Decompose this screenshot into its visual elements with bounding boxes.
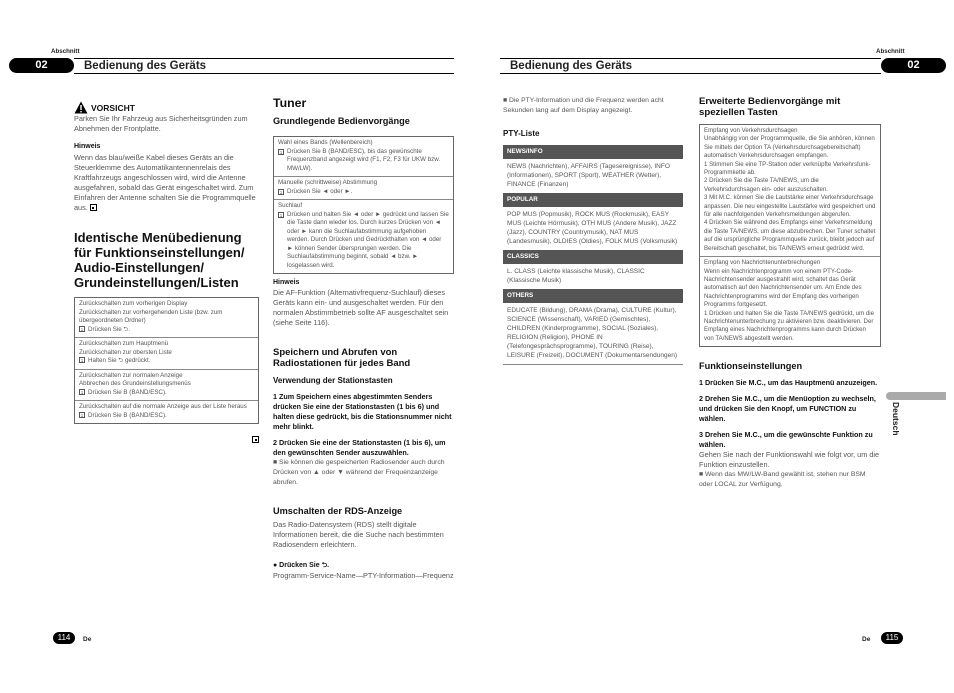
pty-note: ■ Die PTY-Information und die Frequenz werden acht Sekunden lang auf dem Display angezeigt. (503, 97, 664, 114)
identische-heading: Identische Menübedienung für Funktionseinstellungen/ Audio-Einstellungen/ Grundeinstellungen/Listen (74, 230, 245, 290)
row-step (79, 389, 254, 398)
row-step: 2 Drücken Sie die Taste TA/NEWS, um die Verkehrsdurchsagen ein- oder auszuschalten. (704, 177, 828, 193)
pty-group-header: CLASSICS (503, 250, 683, 264)
lang-label: De (862, 636, 871, 643)
section-label: Abschnitt (876, 48, 905, 55)
row-step: 4 Drücken Sie während des Empfangs einer Verkehrsmeldung die Taste TA/NEWS, um diese abzubrechen. Der Tuner schaltet auf die ursprüngliche Programmquelle zurück, bleibt jedoch auf Bereitschaft geschaltet, bis TA/NEWS erneut gedrückt wird. (704, 219, 876, 252)
column-3 (503, 96, 683, 365)
pty-group-header: OTHERS (503, 289, 683, 303)
row-step-text: Drücken Sie ◄ oder ►. (287, 187, 353, 195)
row-step-text: Drücken Sie ⮌. (88, 325, 131, 333)
row-step: 1 Stimmen Sie eine TP-Station oder verknüpfte Verkehrsfunk-Programmkette ab. (704, 160, 871, 177)
funktion-step-2: 2 Drehen Sie M.C., um die Menüoption zu wechseln, und drücken Sie den Knopf, um FUNCTION zu wählen. (699, 394, 876, 424)
row-step-text: Drücken und halten Sie ◄ oder ► gedrückt und lassen Sie die Taste dann wieder los. Durch kurzes Drücken von ◄ oder ► kann die Suchlaufabstimmung aufgehoben werden. Durch Drücken und Gedrückthalten von ◄ oder ► können Sender übersprungen werden. Die Suchlaufabstimmung beginnt, sobald ◄ bzw. ► losgelassen wird. (287, 210, 449, 269)
row-step-text: Drücken Sie B (BAND/ESC), bis das gewünschte Frequenzband angezeigt wird (F1, F2, F3 für UKW bzw. MW/LW). (287, 147, 441, 172)
section-number: 02 (35, 59, 48, 71)
column-4 (699, 96, 881, 490)
funktion-note: ■ Wenn das MW/LW-Band gewählt ist, stehen nur BSM oder LOCAL zur Verfügung. (699, 471, 866, 489)
page-header (74, 58, 454, 74)
step-1: 1 Zum Speichern eines abgestimmten Senders drücken Sie eine der Stationstasten (1 bis 6) und halten diese gedrückt, bis die Stationsnummer nicht mehr blinkt. (273, 392, 452, 431)
pty-table (503, 145, 683, 365)
table-row (274, 177, 453, 200)
pty-group-content: L. CLASS (Leichte klassische Musik), CLASSIC (Klassische Musik) (507, 268, 645, 284)
rds-heading: Umschalten der RDS-Anzeige (273, 506, 403, 516)
row-line: Unabhängig von der Programmquelle, die Sie anhören, können Sie mittels der Option TA (Verkehrsdurchsagebereitschaft) automatisch Verkehrsdurchsagen empfangen. (704, 135, 875, 160)
row-step-text: Drücken Sie B (BAND/ESC). (88, 411, 167, 419)
table-row (75, 370, 258, 402)
erweitert-table (699, 124, 881, 347)
table-row (274, 137, 453, 177)
step-num-icon: 1 (80, 358, 84, 363)
row-line: Zurückschalten zur normalen Anzeige (79, 371, 183, 379)
row-step (278, 148, 449, 174)
side-tab (881, 402, 911, 462)
pty-group-content: NEWS (Nachrichten), AFFAIRS (Tagesereignisse), INFO (Informationen), SPORT (Sport), WEATHER (Wetter), FINANCE (Finanzen) (507, 163, 670, 188)
row-step (79, 326, 254, 335)
rds-sequence: Programm-Service-Name—PTY-Information—Frequenz (273, 571, 454, 580)
hinweis-title: Hinweis (74, 143, 101, 150)
column-2 (273, 96, 454, 581)
section-number-badge (881, 58, 946, 73)
table-row (274, 200, 453, 273)
pty-group-content: POP MUS (Popmusik), ROCK MUS (Rockmusik), EASY MUS (Leichte Hörmusik), OTH MUS (Andere Musik), JAZZ (Jazz), COUNTRY (Countrymusik), NAT MUS (Landesmusik), OLDIES (Oldies), FOLK MUS (Volksmusik) (507, 211, 678, 245)
tuner-subheading: Grundlegende Bedienvorgänge (273, 116, 410, 126)
pty-heading: PTY-Liste (503, 129, 540, 138)
speichern-note: ■ Sie können die gespeicherten Radiosender auch durch Drücken von ▲ oder ▼ während der Frequenzanzeige abrufen. (273, 459, 445, 486)
side-tab-label: Deutsch (891, 402, 901, 436)
step-num-icon: 1 (80, 412, 84, 418)
row-title: Empfang von Nachrichtenunterbrechungen (704, 259, 821, 267)
row-title: Empfang von Verkehrsdurchsagen (704, 127, 798, 134)
section-label: Abschnitt (51, 48, 80, 55)
table-row (75, 338, 258, 370)
tuner-hinweis-title: Hinweis (273, 279, 300, 286)
warning-icon (74, 101, 88, 114)
row-line: Zurückschalten zur vorhergehenden Liste (bzw. zum übergeordneten Ordner) (79, 308, 223, 324)
page-header (500, 58, 881, 74)
funktion-step-3: 3 Drehen Sie M.C., um die gewünschte Funktion zu wählen. (699, 430, 873, 450)
page-number-left: 114 (53, 632, 75, 644)
table-row (75, 401, 258, 423)
row-step (278, 188, 449, 197)
step-num-icon: 1 (279, 149, 283, 155)
speichern-heading: Speichern und Abrufen von Radiostationen für jedes Band (273, 347, 411, 369)
pty-group-header: POPULAR (503, 193, 683, 207)
row-title: Wahl eines Bands (Wellenbereich) (278, 139, 373, 146)
page-number-right: 115 (881, 632, 903, 644)
pty-group-content: EDUCATE (Bildung), DRAMA (Drama), CULTURE (Kultur), SCIENCE (Wissenschaft), VARIED (Gemischtes), CHILDREN (Kinderprogramme), SOCIAL (Soziales), RELIGION (Religion), PHONE IN (Telefongesprächsprogramme), TOURING (Reise), LEISURE (Freizeit), DOCUMENT (Dokumentarsendungen) (503, 303, 683, 365)
table-row (75, 298, 258, 338)
hinweis-body: Wenn das blau/weiße Kabel dieses Geräts an die Steuerklemme des Automatikantennenrelais des Kraftfahrzeugs angeschlossen wird, wird die Antenne ausgefahren, sobald das Gerät eingeschaltet wird. Zum Einfahren der Antenne schalten Sie die Programmquelle aus. (74, 153, 256, 212)
header-title: Bedienung des Geräts (510, 60, 633, 72)
step-num-icon: 1 (279, 212, 283, 218)
funktion-heading: Funktionseinstellungen (699, 361, 803, 372)
pty-group-header: NEWS/INFO (503, 145, 683, 159)
row-line: Wenn ein Nachrichtenprogramm von einem PTY-Code-Nachrichtensender ausgestrahlt wird, schaltet das Gerät automatisch auf den Nachrichtensender um. Am Ende des Nachrichtenprogramms wird der Empfang des vorherigen Programms fortgesetzt. (704, 267, 862, 309)
row-line: Abbrechen des Grundeinstellungsmenüs (79, 380, 191, 387)
warning-heading (74, 101, 259, 114)
warning-text: Parken Sie Ihr Fahrzeug aus Sicherheitsgründen zum Abnehmen der Frontplatte. (74, 114, 248, 133)
row-step (79, 357, 254, 366)
side-tab-bar (886, 392, 946, 400)
row-title: Manuelle (schrittweise) Abstimmung (278, 179, 378, 186)
row-step: 1 Drücken und halten Sie die Taste TA/NEWS gedrückt, um die Nachrichtenunterbrechung zu aktivieren bzw. deaktivieren. Der Empfang eines Nachrichtenprogramms kann durch Drücken von TA/NEWS abgestellt werden. (704, 309, 875, 342)
row-line: Zurückschalten zum vorherigen Display (79, 300, 188, 307)
row-step (278, 211, 449, 271)
lang-label: De (83, 636, 92, 643)
identische-table (74, 297, 259, 424)
rds-text: Das Radio-Datensystem (RDS) stellt digitale Informationen bereit, die die Suche nach bestimmten Radiosendern erleichtern. (273, 520, 444, 549)
step-num-icon: 1 (80, 389, 84, 395)
section-number: 02 (907, 59, 920, 71)
row-title: Suchlauf (278, 202, 303, 209)
row-step (79, 412, 254, 421)
row-line: Zurückschalten zum Hauptmenü (79, 340, 169, 347)
tuner-table (273, 136, 454, 274)
row-step: 3 Mit M.C. können Sie die Lautstärke einer Verkehrsdurchsage anpassen. Die neu eingestellte Lautstärke wird gespeichert und für alle nachfolgenden Verkehrsmeldungen abgerufen. (704, 194, 876, 219)
funktion-text: Gehen Sie nach der Funktionswahl wie folgt vor, um die Funktion einzustellen. (699, 450, 880, 470)
erweitert-heading: Erweiterte Bedienvorgänge mit speziellen Tasten (699, 96, 841, 118)
hinweis-text (74, 153, 259, 213)
step-2: 2 Drücken Sie eine der Stationstasten (1 bis 6), um den gewünschten Sender auszuwählen. (273, 438, 446, 457)
header-title: Bedienung des Geräts (84, 60, 207, 72)
tuner-hinweis-text: Die AF-Funktion (Alternativfrequenz-Suchlauf) dieses Geräts kann ein- und ausgeschaltet werden. Für den normalen Abstimmbetrieb sollte AF ausgeschaltet sein (siehe Seite 116). (273, 288, 449, 327)
column-1 (74, 101, 259, 447)
end-mark-icon (90, 204, 97, 211)
tuner-heading: Tuner (273, 96, 307, 110)
section-number-badge (9, 58, 74, 73)
speichern-subheading: Verwendung der Stationstasten (273, 376, 393, 385)
row-step-text: Halten Sie ⮌ gedrückt. (88, 357, 151, 364)
step-num-icon: 1 (279, 189, 283, 195)
end-mark-icon (252, 436, 259, 443)
row-line: Zurückschalten zur obersten Liste (79, 348, 172, 356)
table-row (700, 125, 880, 257)
funktion-step-1: 1 Drücken Sie M.C., um das Hauptmenü anzuzeigen. (699, 378, 878, 388)
rds-bullet: ● Drücken Sie ⮌. (273, 562, 330, 569)
row-step-text: Drücken Sie B (BAND/ESC). (88, 388, 167, 396)
row-line: Zurückschalten auf die normale Anzeige aus der Liste heraus (79, 403, 247, 410)
step-num-icon: 1 (80, 326, 84, 332)
end-mark (74, 429, 259, 447)
warning-title: VORSICHT (91, 102, 135, 113)
table-row (700, 257, 880, 346)
